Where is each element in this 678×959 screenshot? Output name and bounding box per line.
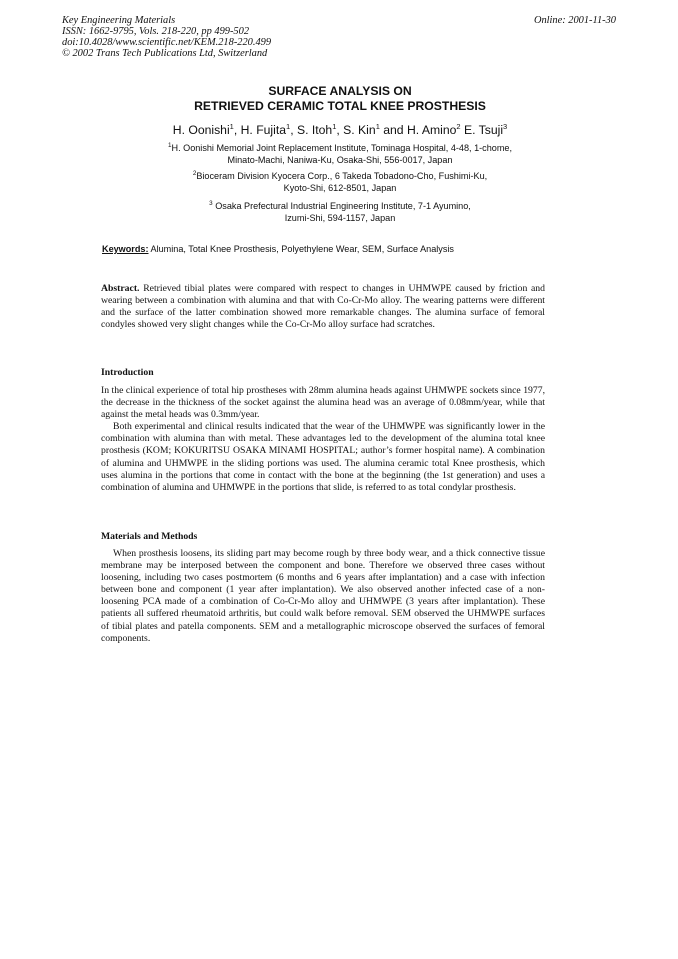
affiliation-line: Bioceram Division Kyocera Corp., 6 Takeda Tobadono-Cho, Fushimi-Ku, (196, 171, 488, 181)
affiliation (60, 171, 620, 194)
affiliation-line: Izumi-Shi, 594-1157, Japan (284, 212, 396, 223)
author-separator: , (336, 123, 344, 137)
affiliation (60, 143, 620, 166)
affiliation (60, 201, 620, 224)
paragraph: Both experimental and clinical results indicated that the wear of the UHMWPE was significantly lower in the combination with alumina than with metal. These advantages led to the development of the alumina total knee prosthesis (KOM; KOKURITSU OSAKA MINAMI HOSPITAL; author’s former hospital name). A combination of alumina and UHMWPE in the sliding portions was used. The alumina ceramic total Knee prosthesis, which uses alumina in the portions that come in contact with the bone at the beginning (the 1st generation) and uses a combination of alumina and UHMWPE in the portions that slide, is referred to as total condylar prosthesis. (101, 421, 545, 493)
affiliation-mark: 2 (192, 170, 197, 177)
journal-name: Key Engineering Materials (62, 15, 176, 26)
affiliation-mark: 3 (209, 200, 213, 207)
paper-title (60, 84, 620, 114)
author-separator: , (290, 123, 297, 137)
title-line: RETRIEVED CERAMIC TOTAL KNEE PROSTHESIS (194, 99, 486, 113)
author-list (60, 122, 620, 138)
author-affiliation-mark: 1 (229, 122, 234, 131)
author-separator: and (379, 123, 407, 137)
author-affiliation-mark: 1 (375, 122, 380, 131)
author-affiliation-mark: 3 (503, 122, 508, 131)
introduction-body (101, 385, 545, 494)
journal-issn: ISSN: 1662-9795, Vols. 218-220, pp 499-502 (62, 26, 250, 37)
section-heading-introduction: Introduction (101, 367, 154, 378)
author-affiliation-mark: 1 (286, 122, 291, 131)
abstract (101, 283, 545, 331)
journal-copyright: © 2002 Trans Tech Publications Ltd, Switzerland (62, 48, 268, 59)
author-affiliation-mark: 1 (332, 122, 337, 131)
keywords-text: Alumina, Total Knee Prosthesis, Polyethylene Wear, SEM, Surface Analysis (148, 244, 454, 254)
affiliation-line: Osaka Prefectural Industrial Engineering Institute, 7-1 Ayumino, (212, 201, 471, 211)
author-name: S. Kin (343, 123, 376, 137)
author-name: H. Fujita (240, 123, 287, 137)
author-separator: , (233, 123, 241, 137)
section-heading-methods: Materials and Methods (101, 531, 198, 542)
author-name: H. Amino (406, 123, 457, 137)
keywords-label: Keywords: (102, 244, 149, 254)
paragraph: When prosthesis loosens, its sliding part may become rough by three body wear, and a thick connective tissue membrane may be interposed between the component and bone. Therefore we observed three cases without loosening, including two cases postmortem (6 months and 6 years after implantation) and a case with infection between bone and component (1 year after implantation). We also observed another infected case of a non-loosening PCA made of a combination of Co-Cr-Mo alloy and UHMWPE (3 years after implantation). These patients all suffered rheumatoid arthritis, but could walk before removal. SEM observed the UHMWPE surfaces of tibial plates and patella components. SEM and a metallographic microscope observed the surfaces of femoral components. (101, 548, 545, 644)
paragraph: In the clinical experience of total hip prostheses with 28mm alumina heads against UHMWPE sockets since 1977, the decrease in the thickness of the socket against the alumina head was an average of 0.08mm/year, while that against the metal heads was 0.3mm/year. (101, 385, 545, 421)
keywords (102, 243, 582, 255)
abstract-label: Abstract. (101, 283, 140, 294)
affiliation-mark: 1 (167, 142, 172, 149)
journal-info (62, 15, 422, 59)
online-date: Online: 2001-11-30 (533, 15, 616, 26)
abstract-text: Retrieved tibial plates were compared with respect to changes in UHMWPE caused by friction and wearing between a combination with alumina and that with Co-Cr-Mo alloy. The wearing patterns were different and the surface of the latter combination showed more remarkable changes. The alumina surface of femoral condyles showed very slight changes while the Co-Cr-Mo alloy surface had scratches. (101, 283, 545, 331)
affiliation-line: H. Oonishi Memorial Joint Replacement Institute, Tominaga Hospital, 4-48, 1-chome, (171, 143, 512, 153)
author-name: H. Oonishi (172, 123, 230, 137)
affiliation-line: Kyoto-Shi, 612-8501, Japan (283, 182, 397, 193)
affiliation-line: Minato-Machi, Naniwa-Ku, Osaka-Shi, 556-0017, Japan (227, 154, 453, 165)
author-name: S. Itoh (296, 123, 333, 137)
journal-doi[interactable]: doi:10.4028/www.scientific.net/KEM.218-220.499 (62, 37, 272, 48)
methods-body (101, 548, 545, 645)
author-name: E. Tsuji (463, 123, 504, 137)
author-affiliation-mark: 2 (456, 122, 461, 131)
title-line: SURFACE ANALYSIS ON (268, 84, 412, 98)
